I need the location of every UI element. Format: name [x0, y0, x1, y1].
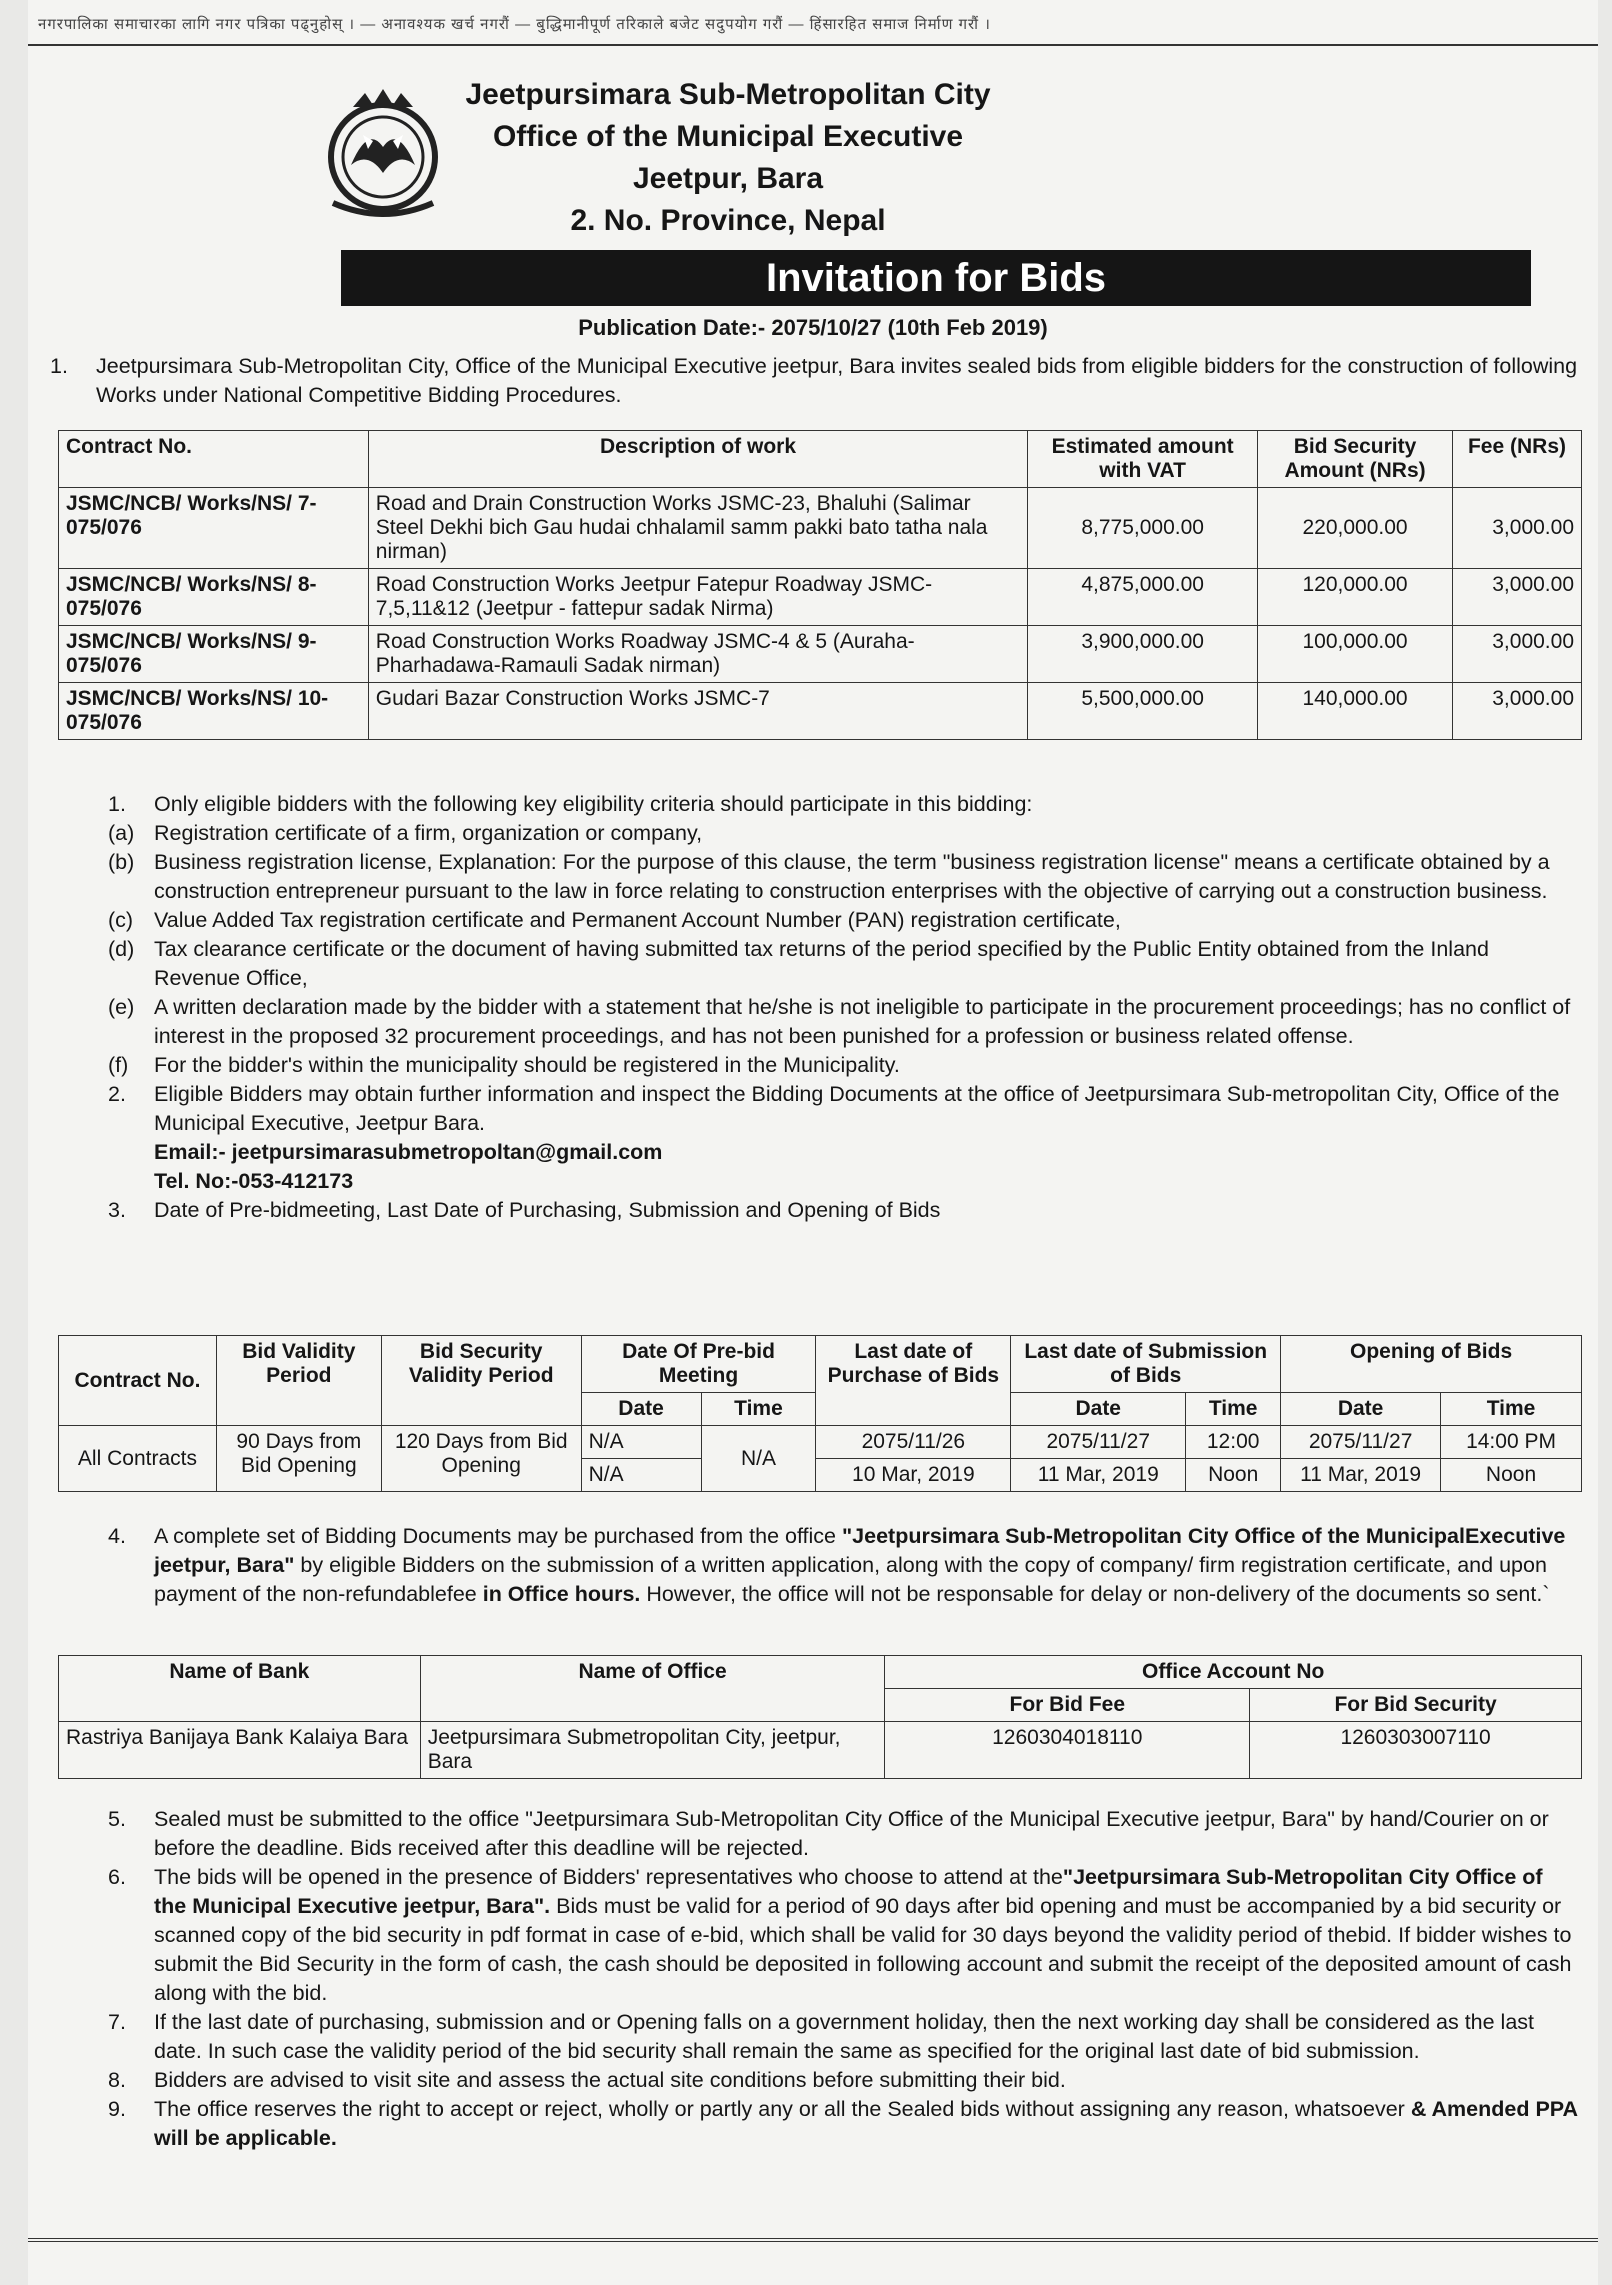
city-name: Jeetpursimara Sub-Metropolitan City [465, 78, 991, 111]
opening-time-cell: 14:00 PM [1441, 1426, 1582, 1459]
contracts-table-header [59, 431, 1582, 488]
fee-cell: 3,000.00 [1453, 626, 1582, 683]
opening-date-cell: 11 Mar, 2019 [1281, 1459, 1441, 1492]
list-number: 4. [108, 1524, 126, 1548]
list-text: Registration certificate of a firm, organization or company, [154, 821, 703, 845]
prebid-date-cell: N/A [581, 1459, 701, 1492]
list-item [108, 993, 1578, 1051]
page-title: Invitation for Bids [341, 250, 1531, 306]
validity-cell: 90 Days from Bid Opening [216, 1426, 381, 1492]
column-header: Bid Security Validity Period [381, 1336, 581, 1426]
table-row [59, 1722, 1582, 1779]
list-marker: (c) [108, 908, 134, 932]
office-header [428, 74, 1028, 242]
footer-divider [28, 2238, 1598, 2242]
description-cell: Road Construction Works Jeetpur Fatepur Roadway JSMC-7,5,11&12 (Jeetpur - fattepur sadak Nirma) [368, 569, 1027, 626]
column-header: For Bid Fee [885, 1689, 1250, 1722]
prebid-date-cell: N/A [581, 1426, 701, 1459]
list-item [108, 790, 1578, 819]
security-cell: 100,000.00 [1258, 626, 1453, 683]
dates-table [58, 1335, 1582, 1492]
text-span: by eligible Bidders on the submission of a written application, along with the copy of company/ firm registration certificate, and upon payment of the non-refundablefee [154, 1553, 1547, 1606]
office-name: Office of the Municipal Executive [492, 120, 964, 153]
submission-time-cell: Noon [1186, 1459, 1281, 1492]
estimate-cell: 8,775,000.00 [1028, 488, 1258, 569]
security-cell: 120,000.00 [1258, 569, 1453, 626]
purchase-section [108, 1522, 1578, 1609]
estimate-cell: 3,900,000.00 [1028, 626, 1258, 683]
publication-date: Publication Date:- 2075/10/27 (10th Feb 2019) [578, 315, 1048, 340]
fee-cell: 3,000.00 [1453, 683, 1582, 740]
office-name-bold: "Jeetpursimara Sub-Metropolitan City Office of the MunicipalExecutive jeetpur, Bara" [154, 1524, 1566, 1577]
column-header: Date [1281, 1393, 1441, 1426]
purchase-date-cell: 2075/11/26 [816, 1426, 1011, 1459]
top-strip-text: नगरपालिका समाचारका लागि नगर पत्रिका पढ्नुहोस् । — अनावश्यक खर्च नगरौं — बुद्धिमानीपूर्ण तरिकाले बजेट सदुपयोग गरौं — हिंसारहित समाज निर्माण गरौं । [38, 16, 991, 33]
list-item [108, 1196, 1578, 1225]
fee-cell: 3,000.00 [1453, 488, 1582, 569]
column-header: Office Account No [885, 1656, 1582, 1689]
list-text: Value Added Tax registration certificate and Permanent Account Number (PAN) registration certificate, [154, 908, 1121, 932]
eligibility-section [108, 790, 1578, 1225]
list-number: 3. [108, 1198, 126, 1222]
purchase-date-cell: 10 Mar, 2019 [816, 1459, 1011, 1492]
list-number: 6. [108, 1865, 126, 1889]
security-cell: 220,000.00 [1258, 488, 1453, 569]
column-header: Bid Validity Period [216, 1336, 381, 1426]
list-item [108, 906, 1578, 935]
list-text: Sealed must be submitted to the office "Jeetpursimara Sub-Metropolitan City Office of the Municipal Executive jeetpur, Bara" by hand/Courier on or before the deadline. Bids received after this deadline will be rejected. [154, 1807, 1549, 1860]
contracts-table [58, 430, 1582, 740]
text-span: The office reserves the right to accept or reject, wholly or partly any or all the Sealed bids without assigning any reason, whatsoever [154, 2097, 1411, 2121]
security-cell: 140,000.00 [1258, 683, 1453, 740]
list-number: 8. [108, 2068, 126, 2092]
list-text: If the last date of purchasing, submission and or Opening falls on a government holiday, then the next working day shall be considered as the last date. In such case the validity period of the bid security shall remain the same as specified for the original last date of bid submission. [154, 2010, 1535, 2063]
bank-table [58, 1655, 1582, 1779]
table-row [59, 569, 1582, 626]
table-row [59, 683, 1582, 740]
list-item [108, 848, 1578, 906]
bank-table-header [59, 1656, 1582, 1689]
list-marker: (a) [108, 821, 135, 845]
column-header: Time [1441, 1393, 1582, 1426]
column-header: Description of work [368, 431, 1027, 488]
column-header: Name of Bank [59, 1656, 421, 1722]
intro-number: 1. [50, 354, 68, 378]
table-row [59, 488, 1582, 569]
list-number: 9. [108, 2097, 126, 2121]
list-marker: (e) [108, 995, 135, 1019]
column-header: Name of Office [420, 1656, 885, 1722]
column-header: Date Of Pre-bid Meeting [581, 1336, 816, 1393]
contract-no-cell: JSMC/NCB/ Works/NS/ 9-075/076 [59, 626, 369, 683]
list-item [108, 1805, 1578, 1863]
list-text [154, 2095, 1578, 2153]
list-number: 5. [108, 1807, 126, 1831]
column-header: Opening of Bids [1281, 1336, 1582, 1393]
contract-no-cell: JSMC/NCB/ Works/NS/ 10-075/076 [59, 683, 369, 740]
estimate-cell: 4,875,000.00 [1028, 569, 1258, 626]
list-text: Only eligible bidders with the following key eligibility criteria should participate in this bidding: [154, 792, 1033, 816]
list-item [108, 2095, 1578, 2153]
submission-date-cell: 2075/11/27 [1011, 1426, 1186, 1459]
prebid-time-cell: N/A [701, 1426, 816, 1492]
list-number: 7. [108, 2010, 126, 2034]
list-marker: (f) [108, 1053, 129, 1077]
amended-ppa-bold: & Amended PPA will be applicable. [154, 2097, 1578, 2150]
column-header: Contract No. [59, 431, 369, 488]
table-row [59, 626, 1582, 683]
list-text: A written declaration made by the bidder with a statement that he/she is not ineligible to participate in the procurement proceedings; has no conflict of interest in the proposed 32 procurement proceedings, and has not been punished for a profession or business related offense. [154, 995, 1571, 1048]
office-name-bold: "Jeetpursimara Sub-Metropolitan City Office of the Municipal Executive jeetpur, Bara". [154, 1865, 1543, 1918]
opening-time-cell: Noon [1441, 1459, 1582, 1492]
office-hours-bold: in Office hours. [482, 1582, 641, 1606]
list-text: Tax clearance certificate or the document of having submitted tax returns of the period specified by the Public Entity obtained from the Inland Revenue Office, [154, 937, 1489, 990]
column-header: Last date of Submission of Bids [1011, 1336, 1281, 1393]
description-cell: Gudari Bazar Construction Works JSMC-7 [368, 683, 1027, 740]
info-text: Eligible Bidders may obtain further information and inspect the Bidding Documents at the office of Jeetpursimara Sub-metropolitan City, Office of the Municipal Executive, Jeetpur Bara. [154, 1082, 1560, 1135]
list-text [154, 1522, 1578, 1609]
list-item [108, 2008, 1578, 2066]
list-text: Business registration license, Explanation: For the purpose of this clause, the term "business registration license" means a certificate obtained by a construction entrepreneur pursuant to the law in force relating to construction enterprises with the objective of carrying out a construction business. [154, 850, 1550, 903]
top-divider [28, 44, 1598, 46]
list-text [154, 1080, 1578, 1196]
contract-cell: All Contracts [59, 1426, 217, 1492]
column-header: Date [581, 1393, 701, 1426]
column-header: Date [1011, 1393, 1186, 1426]
column-header: Time [1186, 1393, 1281, 1426]
list-text [154, 1863, 1578, 2008]
notice-page [28, 0, 1598, 2285]
description-cell: Road and Drain Construction Works JSMC-23, Bhaluhi (Salimar Steel Dekhi bich Gau hudai chhalamil samm pakki bato tatha nala nirman) [368, 488, 1027, 569]
opening-date-cell: 2075/11/27 [1281, 1426, 1441, 1459]
column-header: Bid Security Amount (NRs) [1258, 431, 1453, 488]
contract-no-cell: JSMC/NCB/ Works/NS/ 8-075/076 [59, 569, 369, 626]
list-item [108, 1051, 1578, 1080]
column-header: For Bid Security [1250, 1689, 1582, 1722]
contact-email[interactable]: Email:- jeetpursimarasubmetropoltan@gmail.com [154, 1140, 663, 1164]
office-name-cell: Jeetpursimara Submetropolitan City, jeetpur, Bara [420, 1722, 885, 1779]
text-span: However, the office will not be responsable for delay or non-delivery of the documents so sent.` [640, 1582, 1550, 1606]
list-item [108, 2066, 1578, 2095]
estimate-cell: 5,500,000.00 [1028, 683, 1258, 740]
list-item [108, 819, 1578, 848]
bank-name-cell: Rastriya Banijaya Bank Kalaiya Bara [59, 1722, 421, 1779]
intro-text: Jeetpursimara Sub-Metropolitan City, Office of the Municipal Executive jeetpur, Bara invites sealed bids from eligible bidders for the construction of following Works under National Competitive Bidding Procedures. [96, 354, 1578, 407]
security-account-cell: 1260303007110 [1250, 1722, 1582, 1779]
column-header: Fee (NRs) [1453, 431, 1582, 488]
list-text: Date of Pre-bidmeeting, Last Date of Purchasing, Submission and Opening of Bids [154, 1198, 941, 1222]
fee-cell: 3,000.00 [1453, 569, 1582, 626]
column-header: Contract No. [59, 1336, 217, 1426]
submission-date-cell: 11 Mar, 2019 [1011, 1459, 1186, 1492]
table-row [59, 1426, 1582, 1459]
text-span: A complete set of Bidding Documents may be purchased from the office [154, 1524, 842, 1548]
fee-account-cell: 1260304018110 [885, 1722, 1250, 1779]
text-span: Bids must be valid for a period of 90 days after bid opening and must be accompanied by a bid security or scanned copy of the bid security in pdf format in case of e-bid, which shall be valid for 30 days beyond the validity period of thebid. If bidder wishes to submit the Bid Security in the form of cash, the cash should be deposited in following account and submit the receipt of the deposited amount of cash along with the bid. [154, 1894, 1572, 2005]
list-marker: (b) [108, 850, 135, 874]
list-item [108, 1863, 1578, 2008]
list-marker: (d) [108, 937, 135, 961]
security-validity-cell: 120 Days from Bid Opening [381, 1426, 581, 1492]
closing-section [108, 1805, 1578, 2153]
city-location: Jeetpur, Bara [632, 162, 824, 195]
province: 2. No. Province, Nepal [570, 204, 886, 237]
text-span: The bids will be opened in the presence of Bidders' representatives who choose to attend at the [154, 1865, 1063, 1889]
list-number: 2. [108, 1082, 126, 1106]
column-header: Time [701, 1393, 816, 1426]
list-item [108, 1522, 1578, 1609]
contract-no-cell: JSMC/NCB/ Works/NS/ 7-075/076 [59, 488, 369, 569]
column-header: Estimated amount with VAT [1028, 431, 1258, 488]
column-header: Last date of Purchase of Bids [816, 1336, 1011, 1426]
intro-paragraph [50, 352, 1580, 410]
description-cell: Road Construction Works Roadway JSMC-4 & 5 (Auraha-Pharhadawa-Ramauli Sadak nirman) [368, 626, 1027, 683]
list-item [108, 935, 1578, 993]
contact-phone: Tel. No:-053-412173 [154, 1169, 354, 1193]
list-text: For the bidder's within the municipality should be registered in the Municipality. [154, 1053, 900, 1077]
list-text: Bidders are advised to visit site and assess the actual site conditions before submitting their bid. [154, 2068, 1066, 2092]
list-item [108, 1080, 1578, 1196]
submission-time-cell: 12:00 [1186, 1426, 1281, 1459]
list-number: 1. [108, 792, 126, 816]
dates-table-header [59, 1336, 1582, 1393]
